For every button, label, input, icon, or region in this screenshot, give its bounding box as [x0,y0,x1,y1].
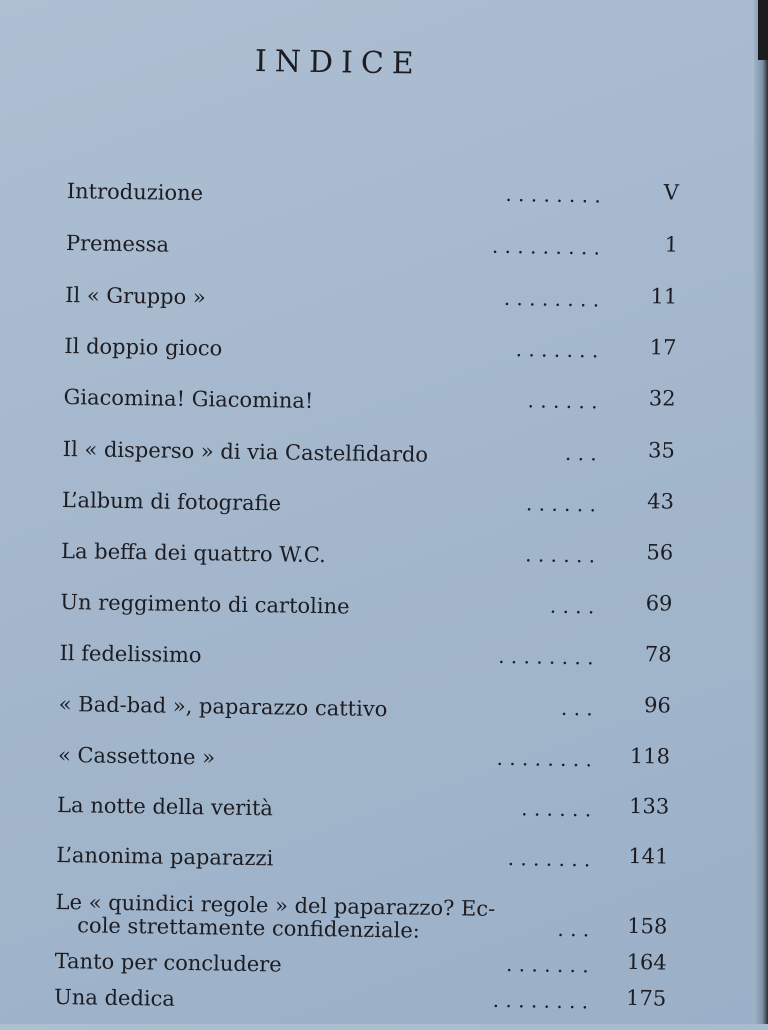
toc-entry [67,165,680,219]
toc-entry-title: « Cassettone » [57,742,216,770]
toc-entry [63,371,676,425]
toc-page-number: 175 [625,985,667,1011]
toc-leader-dots: . . . . . . . . [492,987,589,1014]
toc-leader-dots: . . . . . . [525,542,596,568]
toc-page-number: 32 [648,386,676,411]
toc-entry-title: La beffa dei quattro W.C. [60,538,327,568]
toc-entry-title: La notte della verità [56,792,274,821]
toc-page-number: 17 [649,335,677,360]
toc-leader-dots: . . . . [549,593,595,619]
toc-page-number: 35 [647,438,676,463]
toc-leader-dots: . . . . . . . [505,952,589,978]
toc-page-number: 78 [644,642,672,667]
toc-entry [65,269,678,323]
toc-page-number: 56 [646,540,674,565]
toc-leader-dots: . . . . . . . . [505,181,601,208]
toc-page-number: 164 [626,949,667,975]
toc-page-number: 141 [628,843,669,869]
toc-entry-title: Giacomina! Giacomina! [63,384,314,413]
toc-page-number: 133 [628,793,670,819]
toc-leader-dots: . . . . . . . [515,337,599,363]
toc-entry-title: Introduzione [66,178,204,206]
toc-page-number: 1 [664,232,679,257]
toc-entry [61,525,674,579]
toc-leader-dots: . . . . . . . . [503,285,600,312]
toc-page-number: 69 [645,591,673,616]
toc-entry-title-line2: cole strettamente confidenziale: [77,913,420,943]
toc-leader-dots: . . . [560,695,593,721]
toc-leader-dots: . . . . . . [525,491,597,517]
toc-page-number: 118 [629,743,671,769]
toc-entry [58,678,671,732]
toc-entry-title: Tanto per concludere [54,948,282,977]
toc-entry [57,779,670,833]
toc-leader-dots: . . . [557,916,590,942]
toc-entry [66,217,679,271]
toc-entry-title: Il fedelissimo [59,640,202,668]
toc-leader-dots: . . . . . . . . [498,643,594,670]
toc-page-number: 158 [627,913,668,939]
toc-leader-dots: . . . [564,440,597,466]
toc-leader-dots: . . . . . . . . [496,745,593,772]
toc-entry [62,474,675,528]
toc-entry-title: « Bad-bad », paparazzo cattivo [58,691,388,722]
toc-entry [58,729,671,783]
toc-entry [64,320,677,374]
toc-page-number: 96 [643,693,671,718]
toc-entry-title-line1: Le « quindici regole » del paparazzo? Ec- [55,889,496,921]
toc-page-number: V [663,180,680,205]
toc-page-number: 43 [647,489,675,514]
toc-entry-title: Un reggimento di cartoline [60,589,350,619]
toc-entry-title: Il doppio gioco [64,333,223,361]
toc-entry-title: Una dedica [53,984,176,1011]
toc-entry-title: L’anonima paparazzi [56,842,274,871]
toc-entry-title: Il « disperso » di via Castelfidardo [62,436,429,467]
page-title: INDICE [254,43,422,82]
toc-entry [56,829,669,883]
toc-page-number: 11 [650,284,678,309]
toc-leader-dots: . . . . . . . . . [491,233,601,260]
toc-entry [59,627,672,681]
toc-leader-dots: . . . . . . . [507,846,591,872]
toc-entry-title: Il « Gruppo » [64,282,206,310]
toc-entry [54,971,667,1025]
toc-leader-dots: . . . . . . [521,796,592,822]
toc-entry-title: Premessa [65,230,170,257]
toc-entry-title: L’album di fotografie [61,487,282,516]
toc-entry [60,576,673,630]
toc-entry [62,423,675,477]
toc-leader-dots: . . . . . . [527,388,598,414]
